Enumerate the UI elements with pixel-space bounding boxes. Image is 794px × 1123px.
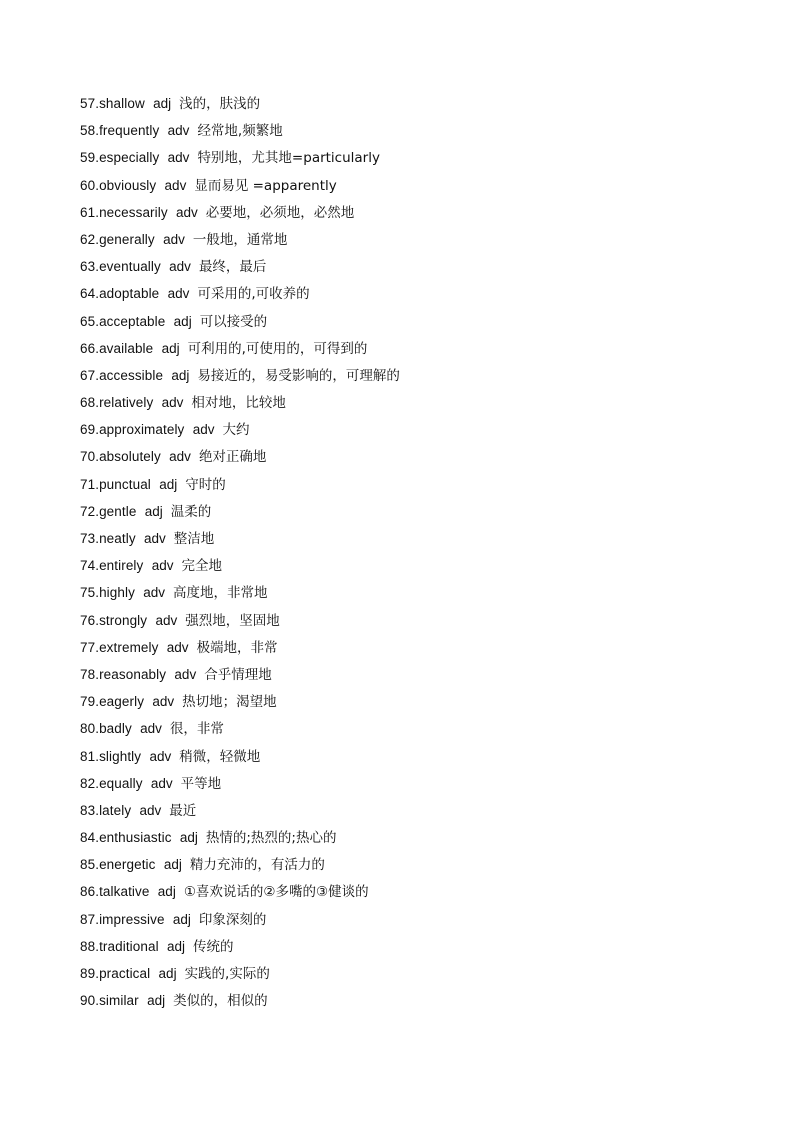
- entry-part-of-speech: adj: [167, 938, 186, 954]
- vocabulary-entry: [80, 255, 400, 282]
- vocabulary-entry: [80, 880, 400, 907]
- vocabulary-entry: [80, 989, 400, 1016]
- entry-part-of-speech: adv: [192, 422, 215, 438]
- entry-meaning: 最近: [169, 802, 197, 819]
- vocabulary-entry: [80, 609, 400, 636]
- vocabulary-entry: [80, 500, 400, 527]
- entry-word: 62.generally: [80, 231, 155, 247]
- entry-word: 70.absolutely: [80, 449, 161, 465]
- entry-meaning: 强烈地，坚固地: [185, 612, 280, 629]
- entry-meaning: 可利用的,可使用的，可得到的: [187, 340, 368, 357]
- vocabulary-entry: [80, 418, 400, 445]
- vocabulary-entry: [80, 636, 400, 663]
- entry-meaning: 完全地: [181, 558, 222, 575]
- entry-part-of-speech: adv: [139, 802, 162, 818]
- entry-part-of-speech: adv: [167, 286, 190, 302]
- entry-meaning: 平等地: [180, 775, 222, 792]
- entry-word: 88.traditional: [80, 938, 159, 954]
- entry-part-of-speech: adv: [152, 694, 175, 710]
- vocabulary-entry: [80, 962, 400, 989]
- vocabulary-entry: [80, 282, 400, 309]
- entry-word: 76.strongly: [80, 612, 148, 628]
- entry-meaning: 可采用的,可收养的: [197, 286, 310, 303]
- entry-meaning: 温柔的: [170, 503, 212, 520]
- entry-word: 63.eventually: [80, 259, 161, 275]
- entry-word: 80.badly: [80, 721, 132, 737]
- vocabulary-entry: [80, 310, 400, 337]
- entry-meaning: 高度地，非常地: [173, 585, 268, 602]
- entry-word: 66.available: [80, 340, 154, 356]
- entry-word: 89.practical: [80, 966, 151, 981]
- entry-word: 64.adoptable: [80, 286, 160, 302]
- entry-meaning: 很，非常: [169, 721, 224, 738]
- vocabulary-list: [80, 92, 400, 1016]
- vocabulary-entry: [80, 663, 400, 690]
- entry-part-of-speech: adj: [144, 503, 163, 519]
- entry-part-of-speech: adj: [173, 313, 192, 329]
- vocabulary-entry: [80, 554, 400, 581]
- entry-part-of-speech: adv: [151, 558, 174, 574]
- entry-meaning: 显而易见 =apparently: [194, 177, 337, 194]
- entry-part-of-speech: adj: [157, 884, 176, 900]
- entry-part-of-speech: adv: [163, 231, 185, 247]
- vocabulary-entry: [80, 146, 400, 173]
- entry-word: 69.approximately: [80, 422, 185, 438]
- vocabulary-entry: [80, 745, 400, 772]
- entry-part-of-speech: adj: [153, 96, 172, 111]
- entry-meaning: 可以接受的: [199, 313, 268, 330]
- entry-meaning: 实践的,实际的: [184, 966, 270, 982]
- entry-meaning: 一般地，通常地: [192, 231, 288, 248]
- entry-word: 60.obviously: [80, 177, 157, 193]
- entry-part-of-speech: adj: [161, 340, 180, 356]
- vocabulary-entry: [80, 473, 400, 500]
- entry-meaning: 整洁地: [173, 531, 215, 547]
- entry-meaning: 必要地，必须地，必然地: [205, 204, 355, 221]
- entry-meaning: ①喜欢说话的②多嘴的③健谈的: [183, 884, 369, 901]
- entry-part-of-speech: adj: [171, 367, 190, 383]
- vocabulary-entry: [80, 772, 400, 799]
- entry-word: 61.necessarily: [80, 204, 168, 220]
- vocabulary-entry: [80, 527, 400, 554]
- entry-word: 71.punctual: [80, 476, 151, 492]
- entry-meaning: 经常地,频繁地: [197, 123, 283, 140]
- entry-part-of-speech: adj: [159, 476, 178, 492]
- vocabulary-entry: [80, 445, 400, 472]
- vocabulary-entry: [80, 935, 400, 962]
- entry-word: 74.entirely: [80, 558, 144, 574]
- entry-word: 85.energetic: [80, 857, 156, 873]
- entry-part-of-speech: adv: [150, 775, 173, 791]
- entry-part-of-speech: adv: [161, 395, 184, 411]
- entry-word: 68.relatively: [80, 395, 154, 411]
- entry-word: 75.highly: [80, 585, 135, 601]
- vocabulary-entry: [80, 391, 400, 418]
- entry-word: 79.eagerly: [80, 694, 145, 710]
- entry-word: 90.similar: [80, 993, 139, 1009]
- entry-word: 73.neatly: [80, 531, 136, 546]
- entry-meaning: 热切地；渴望地: [182, 694, 277, 711]
- entry-word: 84.enthusiastic: [80, 830, 172, 846]
- vocabulary-entry: [80, 228, 400, 255]
- vocabulary-entry: [80, 853, 400, 880]
- entry-meaning: 精力充沛的，有活力的: [189, 857, 325, 874]
- entry-part-of-speech: adv: [143, 585, 166, 601]
- entry-word: 82.equally: [80, 775, 143, 791]
- vocabulary-entry: [80, 799, 400, 826]
- entry-word: 83.lately: [80, 802, 132, 818]
- entry-part-of-speech: adj: [179, 830, 198, 846]
- entry-meaning: 绝对正确地: [198, 449, 267, 466]
- vocabulary-entry: [80, 908, 400, 935]
- entry-part-of-speech: adv: [140, 721, 162, 737]
- vocabulary-entry: [80, 690, 400, 717]
- entry-word: 81.slightly: [80, 748, 142, 764]
- entry-part-of-speech: adv: [176, 204, 198, 220]
- entry-meaning: 浅的，肤浅的: [179, 96, 261, 112]
- entry-meaning: 易接近的，易受影响的，可理解的: [197, 367, 400, 384]
- vocabulary-entry: [80, 92, 400, 119]
- entry-word: 86.talkative: [80, 884, 150, 900]
- vocabulary-entry: [80, 201, 400, 228]
- entry-meaning: 稍微，轻微地: [179, 748, 261, 765]
- entry-meaning: 热情的;热烈的;热心的: [205, 830, 337, 847]
- entry-part-of-speech: adj: [163, 857, 182, 873]
- vocabulary-entry: [80, 174, 400, 201]
- entry-word: 59.especially: [80, 150, 160, 166]
- entry-meaning: 印象深刻的: [198, 911, 267, 928]
- entry-part-of-speech: adv: [167, 150, 190, 166]
- entry-word: 77.extremely: [80, 639, 159, 655]
- entry-word: 58.frequently: [80, 123, 160, 139]
- vocabulary-entry: [80, 826, 400, 853]
- entry-word: 87.impressive: [80, 911, 165, 927]
- entry-meaning: 特别地，尤其地=particularly: [197, 150, 380, 167]
- entry-part-of-speech: adj: [147, 993, 166, 1009]
- entry-word: 67.accessible: [80, 367, 164, 383]
- entry-word: 65.acceptable: [80, 313, 166, 329]
- entry-part-of-speech: adv: [169, 259, 191, 275]
- entry-part-of-speech: adv: [149, 748, 172, 764]
- vocabulary-entry: [80, 717, 400, 744]
- vocabulary-entry: [80, 364, 400, 391]
- vocabulary-entry: [80, 337, 400, 364]
- vocabulary-entry: [80, 119, 400, 146]
- entry-part-of-speech: adv: [167, 123, 190, 139]
- entry-word: 72.gentle: [80, 503, 137, 519]
- entry-meaning: 传统的: [193, 938, 234, 955]
- entry-meaning: 合乎情理地: [204, 666, 272, 683]
- entry-meaning: 大约: [222, 422, 250, 439]
- entry-part-of-speech: adv: [174, 666, 197, 682]
- vocabulary-entry: [80, 581, 400, 608]
- entry-meaning: 极端地，非常: [196, 639, 278, 656]
- entry-part-of-speech: adv: [164, 177, 187, 193]
- entry-meaning: 类似的，相似的: [173, 993, 268, 1010]
- entry-part-of-speech: adv: [166, 639, 189, 655]
- entry-part-of-speech: adv: [169, 449, 191, 465]
- entry-word: 78.reasonably: [80, 666, 167, 682]
- entry-word: 57.shallow: [80, 96, 145, 111]
- entry-part-of-speech: adv: [155, 612, 178, 628]
- entry-part-of-speech: adv: [144, 531, 166, 546]
- entry-part-of-speech: adj: [158, 966, 177, 981]
- entry-part-of-speech: adj: [172, 911, 191, 927]
- entry-meaning: 相对地，比较地: [191, 395, 286, 412]
- entry-meaning: 最终，最后: [198, 259, 267, 276]
- entry-meaning: 守时的: [185, 476, 226, 493]
